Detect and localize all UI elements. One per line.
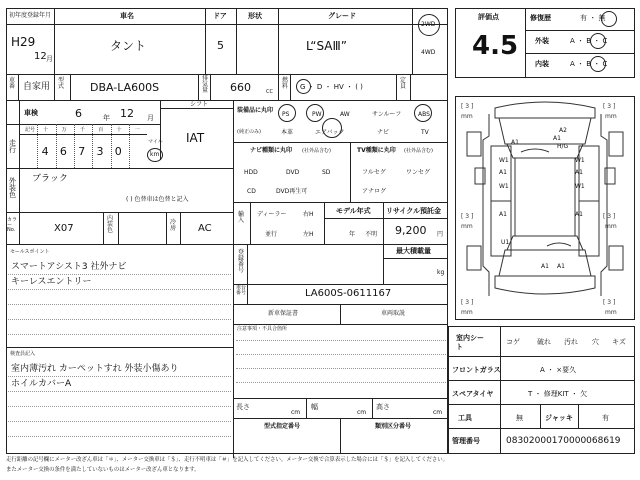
tv-sub: (社外品含む) <box>404 148 433 154</box>
equipment-option: TV <box>421 129 429 136</box>
length-label: 長さ <box>236 403 250 411</box>
seat-option: キズ <box>612 338 626 346</box>
ruled-line <box>8 376 231 377</box>
ruled-line <box>8 274 231 275</box>
inspection-month-unit: 月 <box>147 114 154 122</box>
door-label: ドア <box>213 12 227 20</box>
mileage-digit: 7 <box>78 145 86 158</box>
right-side-outline <box>601 114 607 296</box>
interior-options: A ・ B ・ C <box>570 60 608 68</box>
mileage-col-divider <box>74 124 75 168</box>
equipment-option: PS <box>282 111 290 118</box>
plate-label: 車番 <box>9 77 16 90</box>
damage-code-label: H/G <box>557 143 569 150</box>
svg-text:mm: mm <box>461 309 473 316</box>
seat-option: 汚れ <box>564 338 578 346</box>
glass-options: A ・ ×要久 <box>540 366 577 374</box>
svg-text:[ 3 ]: [ 3 ] <box>461 213 474 220</box>
fuel-gasoline-circle <box>296 79 311 94</box>
displacement-unit: CC <box>266 89 273 95</box>
door-count: 5 <box>217 39 224 52</box>
import-parallel: 並行 <box>265 231 278 238</box>
mileage-digit-header: 千 <box>79 127 85 133</box>
model-year-unknown: 不明 <box>365 231 378 238</box>
jack-value: 有 <box>602 414 609 422</box>
damage-code-label: U1 <box>501 239 510 246</box>
spare-options: T ・ 修理KIT ・ 欠 <box>528 390 588 398</box>
airbag-selected-circle <box>322 118 342 138</box>
import-label: 輸入 <box>238 211 245 224</box>
navi-sub: (社外品含む) <box>302 148 331 154</box>
wheel-rear-left <box>467 246 481 270</box>
recycle-label: リサイクル預託金 <box>386 207 442 215</box>
repair-history-label: 修復歴 <box>530 14 551 22</box>
ac-value: AC <box>198 223 212 234</box>
km-label: km <box>150 151 160 158</box>
ruled-line <box>236 354 446 355</box>
wheel-rear-right <box>609 246 623 270</box>
score-label: 評価点 <box>478 13 499 21</box>
ruled-line <box>8 319 231 320</box>
ruled-line <box>8 304 231 305</box>
ruled-line <box>8 334 231 335</box>
inspection-year-unit: 年 <box>103 114 110 122</box>
ruled-line <box>236 368 446 369</box>
damage-code-label: A1 <box>541 263 549 270</box>
car-name: タント <box>110 39 147 53</box>
usage-value: 自家用 <box>23 82 51 92</box>
max-load-label: 最大積載量 <box>396 247 431 255</box>
svg-text:mm: mm <box>605 309 617 316</box>
jack-label: ジャッキ <box>545 414 573 422</box>
ruled-line <box>8 289 231 290</box>
width-label: 幅 <box>311 403 318 411</box>
equipment-option: ナビ <box>377 129 390 136</box>
ruled-line <box>8 391 231 392</box>
equipment-option: PW <box>312 111 322 118</box>
interior-b-circle <box>590 56 606 72</box>
mileage-digit-header: 十 <box>43 127 49 133</box>
color-code-value: X07 <box>54 223 74 234</box>
ruled-line <box>8 406 231 407</box>
footer-note-2: またメーター交換の条件を満たしていないものはメーター改ざん車となります。 <box>6 467 200 473</box>
wheel-front-right <box>609 132 623 156</box>
length-unit: cm <box>291 409 301 416</box>
equipment-option: サンルーフ <box>372 111 402 118</box>
grade-value: L“SAⅢ” <box>306 39 348 53</box>
exterior-options: A ・ B ・ C <box>570 37 608 45</box>
exterior-label: 外装 <box>535 37 549 45</box>
chassis-value: LA600S-0611167 <box>305 288 392 299</box>
shape-label: 形状 <box>248 12 262 20</box>
equipment-option: ABS <box>418 111 430 118</box>
recycle-value: 9,200 <box>395 224 427 237</box>
tools-value: 無 <box>516 414 523 422</box>
wheel-front-left <box>467 132 481 156</box>
navi-label: ナビ種類に丸印 <box>250 147 293 154</box>
max-load-unit: kg <box>437 269 445 276</box>
damage-code-label: A1 <box>499 211 507 218</box>
mileage-digit: 4 <box>41 145 49 158</box>
drive-4wd: 4WD <box>421 49 436 56</box>
damage-code-label: W1 <box>499 157 509 164</box>
displacement-label: 排気量 <box>202 75 209 94</box>
color-code-label: カラーNo. <box>7 217 18 233</box>
management-number: 08302000170000068619 <box>506 436 621 446</box>
first-reg-year: H29 <box>11 35 36 49</box>
vehicle-manual: 車両取説 <box>381 310 406 317</box>
inspector-label: 検査員記入 <box>10 351 36 357</box>
drive-2wd: 2WD <box>421 21 436 28</box>
damage-code-label: W1 <box>575 157 585 164</box>
roof-outline <box>515 158 575 236</box>
damage-code-label: A1 <box>553 135 561 142</box>
management-label: 管理番号 <box>452 437 480 445</box>
glass-label: フロントガラス <box>452 366 501 374</box>
navi-option: DVD <box>286 169 300 176</box>
mileage-col-divider <box>129 124 130 168</box>
mileage-col-divider <box>37 124 38 168</box>
ruled-line <box>236 340 446 341</box>
height-label: 高さ <box>376 403 390 411</box>
navi-option: HDD <box>244 169 258 176</box>
sales-point-line-1: スマートアシスト3 社外ナビ <box>11 262 127 272</box>
shift-value: IAT <box>186 131 205 145</box>
ruled-line <box>8 436 231 437</box>
equipment-selected-circle <box>414 104 432 122</box>
svg-text:mm: mm <box>461 223 473 230</box>
mileage-digit-header: 一 <box>134 127 140 133</box>
mileage-col-divider <box>92 124 93 168</box>
displacement-value: 660 <box>230 81 251 94</box>
rear-bumper-outline <box>495 276 595 294</box>
inspector-line-1: 室内薄汚れ カーペットすれ 外装小傷あり <box>11 364 179 374</box>
damage-code-label: A1 <box>575 211 583 218</box>
model-year-label: モデル年式 <box>336 207 371 215</box>
first-reg-month-unit: 月 <box>46 55 53 63</box>
ac-label: 冷房 <box>170 219 177 232</box>
mile-label: マイル <box>148 139 163 145</box>
inspection-month: 12 <box>120 107 134 120</box>
score-value: 4.5 <box>472 31 519 61</box>
tv-option: フルセグ <box>362 169 386 176</box>
svg-text:[ 3 ]: [ 3 ] <box>603 213 616 220</box>
shift-label: シフト <box>190 101 209 108</box>
mileage-digit-header: 記号 <box>25 127 36 133</box>
car-damage-diagram <box>455 96 635 320</box>
repair-none-circle <box>601 11 617 27</box>
exterior-b-circle <box>590 33 606 49</box>
import-dealer: ディーラー <box>257 211 287 218</box>
left-side-outline <box>483 114 489 296</box>
damage-code-label: A1 <box>511 139 519 146</box>
mileage-digit: 3 <box>96 145 104 158</box>
equipment-option: AW <box>340 111 350 118</box>
sales-point-line-2: キーレスエントリー <box>11 277 92 287</box>
inspection-year: 6 <box>75 107 82 120</box>
mileage-digit-header: 万 <box>61 127 67 133</box>
seat-option: 穴 <box>592 338 599 346</box>
ruled-line <box>236 382 446 383</box>
color-label: 外装色 <box>9 177 16 199</box>
model-label: 型式 <box>58 77 65 90</box>
mileage-digit: 6 <box>59 145 67 158</box>
ruled-line <box>8 421 231 422</box>
notes-label: 注意事項・不具合箇所 <box>237 326 288 332</box>
type-designation-label: 型式指定番号 <box>264 423 301 430</box>
mileage-digit-header: 百 <box>98 127 104 133</box>
first-reg-month: 12 <box>34 51 47 62</box>
equipment-option: 本革 <box>281 129 294 136</box>
equipment-selected-circle <box>306 104 324 122</box>
mileage-col-divider <box>111 124 112 168</box>
model-year-unit: 年 <box>349 231 356 238</box>
navi-option: DVD再生可 <box>276 188 308 195</box>
svg-text:[ 3 ]: [ 3 ] <box>603 299 616 306</box>
tv-label: TV種類に丸印 <box>357 147 396 154</box>
damage-code-label: W1 <box>575 183 585 190</box>
mileage-col-divider <box>56 124 57 168</box>
capacity-label: 定員 <box>400 77 407 90</box>
mileage-digit-header: 十 <box>116 127 122 133</box>
registration-label: 登録番号 <box>238 249 245 274</box>
equipment-selected-circle <box>278 104 296 122</box>
height-unit: cm <box>433 409 443 416</box>
equipment-option: エアバック <box>315 129 345 136</box>
interior-seat-label: 室内シート <box>456 334 484 352</box>
rear-window-outline <box>507 236 583 250</box>
damage-code-label: A2 <box>559 127 567 134</box>
interior-label: 内装 <box>535 60 549 68</box>
svg-text:mm: mm <box>461 113 473 120</box>
fuel-options: G ・ D ・ HV ・ ( ) <box>300 83 363 91</box>
damage-code-label: A1 <box>499 169 507 176</box>
interior-color-label: 内装色 <box>107 215 114 234</box>
equipment-sublabel: (純正のみ) <box>237 129 261 135</box>
tv-option: アナログ <box>362 188 387 195</box>
footer-note-1: 走行距離の記号欄にメーター改ざん車は「＊」、メーター交換車は「＄」、走行不明車は「＃」を記入してください。メーター交換で合算表示した場合には「＄」を記入してください。 <box>6 457 449 463</box>
class-number-label: 類別区分番号 <box>375 423 412 430</box>
color-value: ブラック <box>32 174 68 184</box>
spare-label: スペアタイヤ <box>452 390 494 398</box>
color-note: ( ) 色替車は色替と記入 <box>126 196 189 203</box>
svg-text:[ 3 ]: [ 3 ] <box>461 299 474 306</box>
repair-history-options: 有 ・ 無 <box>580 14 606 22</box>
new-car-warranty: 新車保証書 <box>268 310 299 317</box>
fuel-label: 燃料 <box>282 77 289 90</box>
svg-text:mm: mm <box>605 113 617 120</box>
mileage-label: 走行 <box>9 139 16 154</box>
svg-text:[ 3 ]: [ 3 ] <box>603 103 616 110</box>
navi-option: SD <box>322 169 331 176</box>
first-reg-label: 初年度登録年月 <box>9 12 52 19</box>
svg-text:[ 3 ]: [ 3 ] <box>461 103 474 110</box>
seat-option: 破れ <box>537 338 551 346</box>
inspector-line-2: ホイルカバーA <box>11 379 72 389</box>
sales-points-label: セールスポイント <box>10 249 50 255</box>
grade-label: グレード <box>328 12 356 20</box>
recycle-unit: 円 <box>437 231 444 238</box>
damage-code-label: A1 <box>557 263 565 270</box>
mileage-digit: 0 <box>114 145 122 158</box>
front-bumper-outline <box>495 102 595 118</box>
seat-option: コゲ <box>506 338 520 346</box>
svg-text:mm: mm <box>605 223 617 230</box>
chassis-label: 車台番号 <box>236 285 247 296</box>
import-left-hand: 左H <box>303 231 314 238</box>
damage-code-label: A1 <box>575 169 583 176</box>
model-value: DBA-LA600S <box>90 81 160 94</box>
import-right-hand: 右H <box>303 211 314 218</box>
damage-code-label: W1 <box>499 183 509 190</box>
tools-label: 工具 <box>458 414 472 422</box>
car-name-label: 車名 <box>120 12 134 20</box>
width-unit: cm <box>357 409 367 416</box>
inspection-label: 車検 <box>24 109 38 117</box>
tv-option: ワンセグ <box>406 169 431 176</box>
equipment-label: 装備品に丸印 <box>237 107 274 114</box>
navi-option: CD <box>247 188 256 195</box>
